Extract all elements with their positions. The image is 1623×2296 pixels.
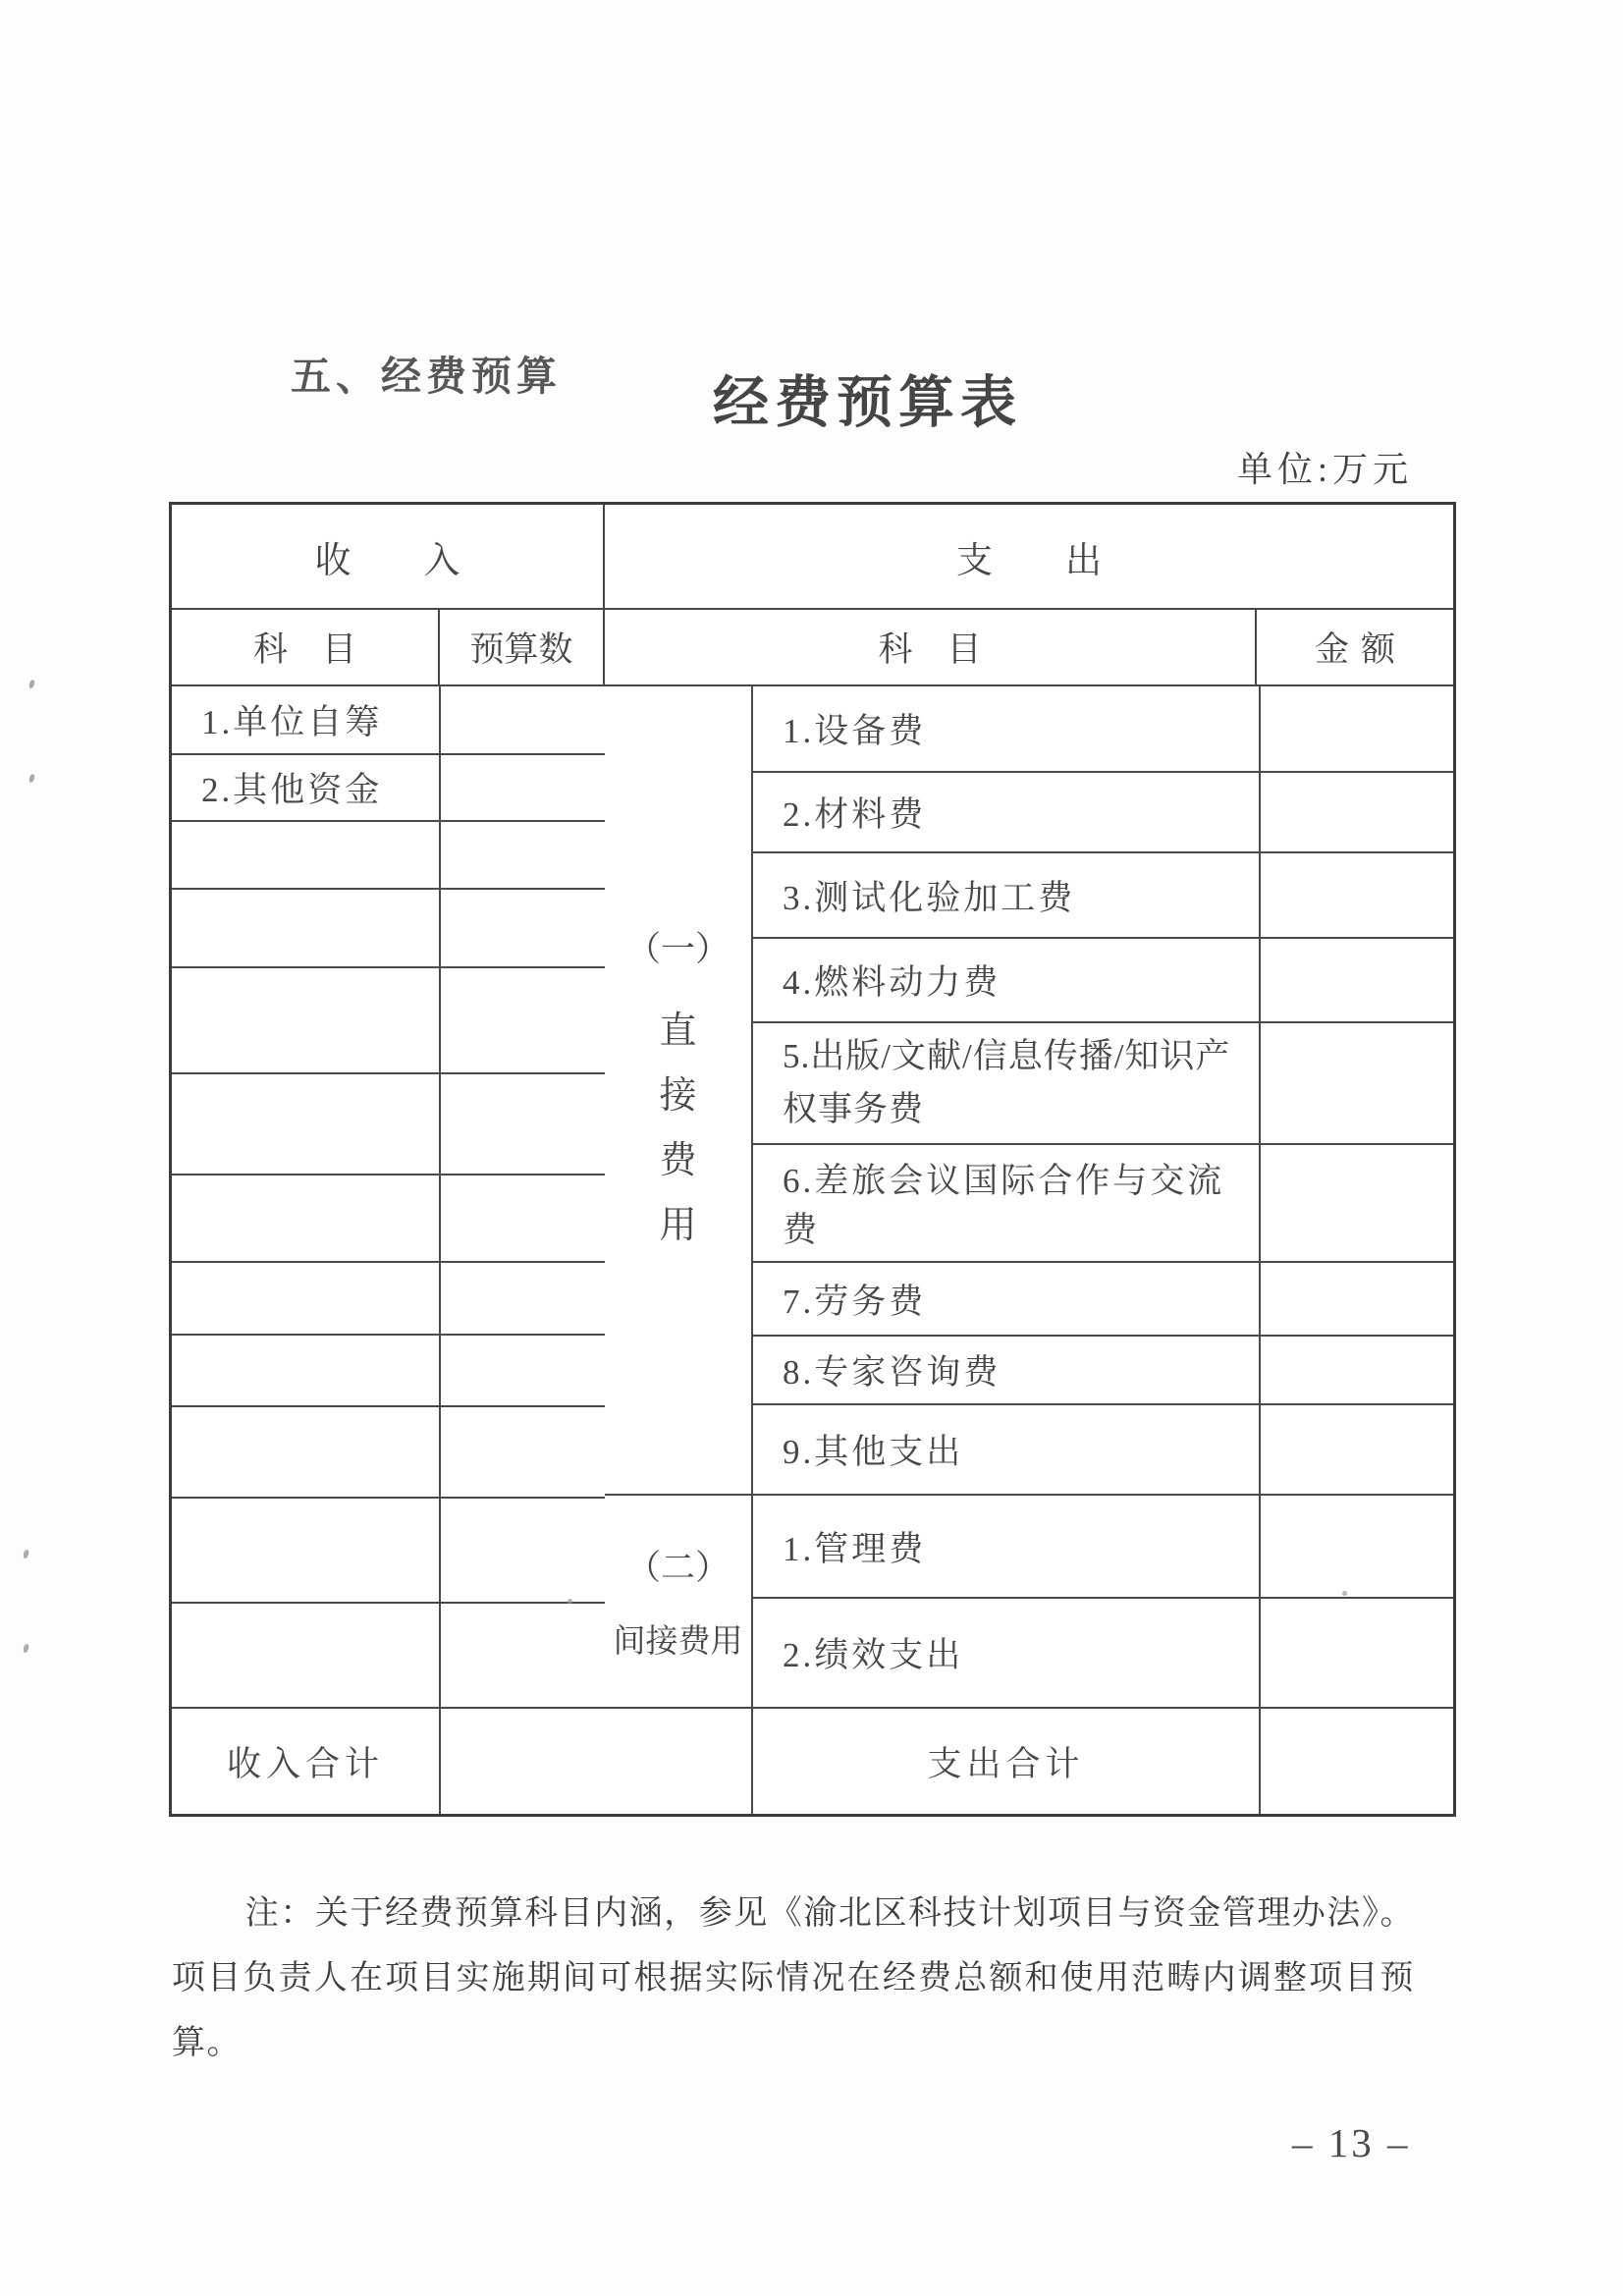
expense-amount-cell: [1260, 938, 1456, 1022]
expense-item: 6.差旅会议国际合作与交流费: [752, 1144, 1260, 1262]
table-header-row-1: [172, 505, 1453, 610]
table-row: [605, 1708, 1456, 1814]
scan-speck: [28, 773, 36, 783]
table-row: [172, 1406, 605, 1498]
income-total-label: 收入合计: [172, 1708, 440, 1814]
expense-item: 2.绩效支出: [752, 1598, 1260, 1708]
direct-cost-number: （一）: [625, 930, 730, 968]
indirect-cost-name: 间接费用: [613, 1624, 743, 1660]
table-row: [172, 1073, 605, 1175]
income-budget-cell: [440, 1175, 605, 1262]
income-item: [172, 1073, 440, 1175]
expense-total-value-cell: [1260, 1708, 1456, 1814]
income-budget-cell: [440, 967, 605, 1073]
income-budget-cell: [440, 1406, 605, 1498]
income-header: 收 入: [172, 505, 605, 608]
income-budget-cell: [440, 821, 605, 889]
expense-amount-cell: [1260, 1495, 1456, 1598]
expense-amount-cell: [1260, 852, 1456, 938]
expense-item: 5.出版/文献/信息传播/知识产权事务费: [752, 1022, 1260, 1144]
table-row: [172, 1335, 605, 1406]
scan-speck: [23, 1643, 30, 1653]
table-row: [172, 1603, 605, 1708]
income-item: 1.单位自筹: [172, 686, 440, 754]
expense-item: 2.材料费: [752, 772, 1260, 852]
expense-item: 9.其他支出: [752, 1404, 1260, 1495]
income-budget-cell: [440, 1335, 605, 1406]
expense-total-prefix-cell: [605, 1708, 752, 1814]
expense-item: 8.专家咨询费: [752, 1336, 1260, 1404]
expense-subject-column-header: 科 目: [605, 610, 1257, 684]
expense-amount-cell: [1260, 772, 1456, 852]
table-row: [172, 1498, 605, 1603]
table-row: [605, 686, 1456, 772]
unit-label: 单位:万元: [1237, 450, 1414, 489]
direct-cost-group-label: [605, 686, 752, 1495]
income-budget-cell: [440, 1498, 605, 1603]
income-table: [172, 686, 605, 1814]
expense-amount-cell: [1260, 1262, 1456, 1336]
income-item: [172, 967, 440, 1073]
table-row: [172, 889, 605, 967]
income-budget-column-header: 预算数: [440, 610, 605, 684]
indirect-cost-group-label: [605, 1495, 752, 1708]
table-row: [605, 1495, 1456, 1598]
expense-amount-cell: [1260, 1022, 1456, 1144]
direct-cost-char: 用: [659, 1205, 697, 1246]
income-budget-cell: [440, 686, 605, 754]
expense-item: 4.燃料动力费: [752, 938, 1260, 1022]
expense-item: 7.劳务费: [752, 1262, 1260, 1336]
income-total-value-cell: [440, 1708, 605, 1814]
income-item: [172, 1603, 440, 1708]
table-body: [172, 686, 1453, 1814]
table-row: [172, 1262, 605, 1335]
direct-cost-char: 接: [659, 1075, 697, 1117]
expense-table: [605, 686, 1456, 1814]
footnote: 注：关于经费预算科目内涵，参见《渝北区科技计划项目与资金管理办法》。项目负责人在项目实施期间可根据实际情况在经费总额和使用范畴内调整项目预算。: [172, 1895, 1415, 2061]
scan-dot: [568, 1599, 572, 1604]
scan-dot: [1342, 1591, 1347, 1596]
income-budget-cell: [440, 889, 605, 967]
income-item: 2.其他资金: [172, 754, 440, 821]
expense-amount-cell: [1260, 1598, 1456, 1708]
table-row: [172, 821, 605, 889]
indirect-cost-number: （二）: [625, 1549, 730, 1587]
income-item: [172, 1498, 440, 1603]
income-budget-cell: [440, 1262, 605, 1335]
expense-amount-cell: [1260, 1336, 1456, 1404]
income-subject-column-header: 科 目: [172, 610, 440, 684]
expense-header: 支 出: [956, 540, 1102, 581]
table-row: [172, 1175, 605, 1262]
income-item: [172, 1175, 440, 1262]
income-item: [172, 1262, 440, 1335]
expense-item: 1.管理费: [752, 1495, 1260, 1598]
table-row: [172, 1708, 605, 1814]
income-budget-cell: [440, 754, 605, 821]
page-number: – 13 –: [1292, 2120, 1411, 2165]
expense-amount-cell: [1260, 686, 1456, 772]
income-item: [172, 1335, 440, 1406]
expense-item: 1.设备费: [752, 686, 1260, 772]
table-row: [172, 967, 605, 1073]
income-budget-cell: [440, 1603, 605, 1708]
expense-total-label: 支出合计: [752, 1708, 1260, 1814]
expense-amount-cell: [1260, 1144, 1456, 1262]
expense-item: 3.测试化验加工费: [752, 852, 1260, 938]
expense-amount-column-header: 金额: [1314, 630, 1407, 669]
table-row: [172, 686, 605, 754]
income-item: [172, 821, 440, 889]
table-row: [172, 754, 605, 821]
direct-cost-char: 费: [659, 1140, 697, 1181]
budget-table: [169, 502, 1456, 1817]
direct-cost-char: 直: [659, 1011, 697, 1052]
expense-amount-cell: [1260, 1404, 1456, 1495]
scan-speck: [23, 1549, 30, 1558]
scan-speck: [28, 679, 36, 688]
table-header-row-2: [172, 610, 1453, 686]
page-title: 经费预算表: [713, 372, 1022, 434]
income-item: [172, 1406, 440, 1498]
income-item: [172, 889, 440, 967]
section-heading: 五、经费预算: [291, 354, 562, 399]
income-budget-cell: [440, 1073, 605, 1175]
